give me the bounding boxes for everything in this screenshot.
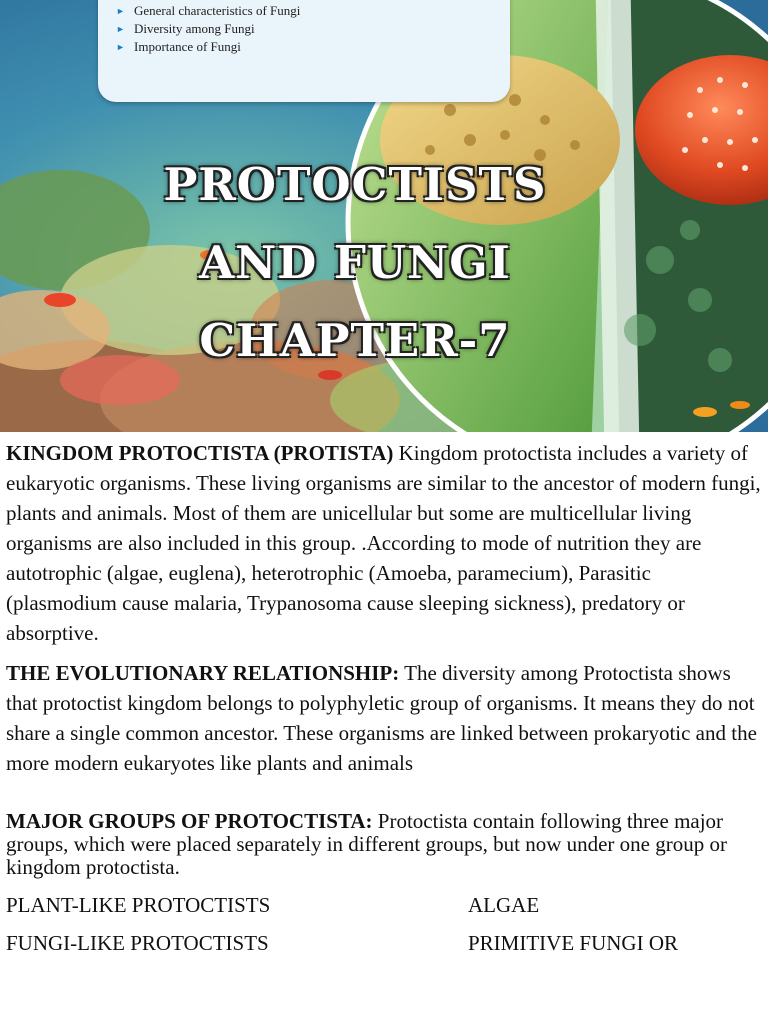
group-equivalent: ALGAE xyxy=(468,893,540,917)
bullet-arrow-icon: ► xyxy=(116,6,125,16)
document-body xyxy=(6,438,762,955)
group-equivalent: PRIMITIVE FUNGI OR xyxy=(468,931,678,955)
title-line: CHAPTER-7 xyxy=(199,314,511,367)
group-name: PLANT-LIKE PROTOCTISTS xyxy=(6,893,271,917)
bullet-arrow-icon: ► xyxy=(116,24,125,34)
paragraph-text: Protoctista contain following three major groups, which were placed separately in different groups, but now under one group or kingdom protoctista. xyxy=(6,809,727,879)
objectives-list xyxy=(116,2,300,56)
section-heading: THE EVOLUTIONARY RELATIONSHIP: xyxy=(6,661,400,685)
paragraph-text: The diversity among Protoctista shows that protoctist kingdom belongs to polyphyletic group of organisms. It means they do not share a single common ancestor. These organisms are linked between prokaryotic and the more modern eukaryotes like plants and animals xyxy=(6,661,757,775)
objective-item: ► Diversity among Fungi xyxy=(116,21,255,36)
chapter-banner xyxy=(0,0,768,432)
title-line: PROTOCTISTS xyxy=(163,158,547,211)
paragraph-text: Kingdom protoctista includes a variety of eukaryotic organisms. These living organisms are similar to the ancestor of modern fungi, plants and animals. Most of them are unicellular but some are multicellular living organisms are also included in this group. .According to mode of nutrition they are autotrophic (algae, euglena), heterotrophic (Amoeba, paramecium), Parasitic (plasmodium cause malaria, Trypanosoma cause sleeping sickness), predatory or absorptive. xyxy=(6,441,761,645)
evolution-paragraph xyxy=(6,658,762,778)
major-groups-paragraph xyxy=(6,810,762,879)
group-row xyxy=(6,931,762,955)
group-name: FUNGI-LIKE PROTOCTISTS xyxy=(6,931,269,955)
objective-item: ► Importance of Fungi xyxy=(116,39,241,54)
section-heading: KINGDOM PROTOCTISTA (PROTISTA) xyxy=(6,441,394,465)
objective-item: ► General characteristics of Fungi xyxy=(116,3,301,18)
chapter-title xyxy=(120,146,590,380)
bullet-arrow-icon: ► xyxy=(116,42,125,52)
protoctista-paragraph xyxy=(6,438,762,648)
group-row xyxy=(6,893,762,917)
section-heading: MAJOR GROUPS OF PROTOCTISTA: xyxy=(6,809,373,833)
chapter-objectives-box xyxy=(98,0,510,102)
title-line: AND FUNGI xyxy=(199,236,511,289)
